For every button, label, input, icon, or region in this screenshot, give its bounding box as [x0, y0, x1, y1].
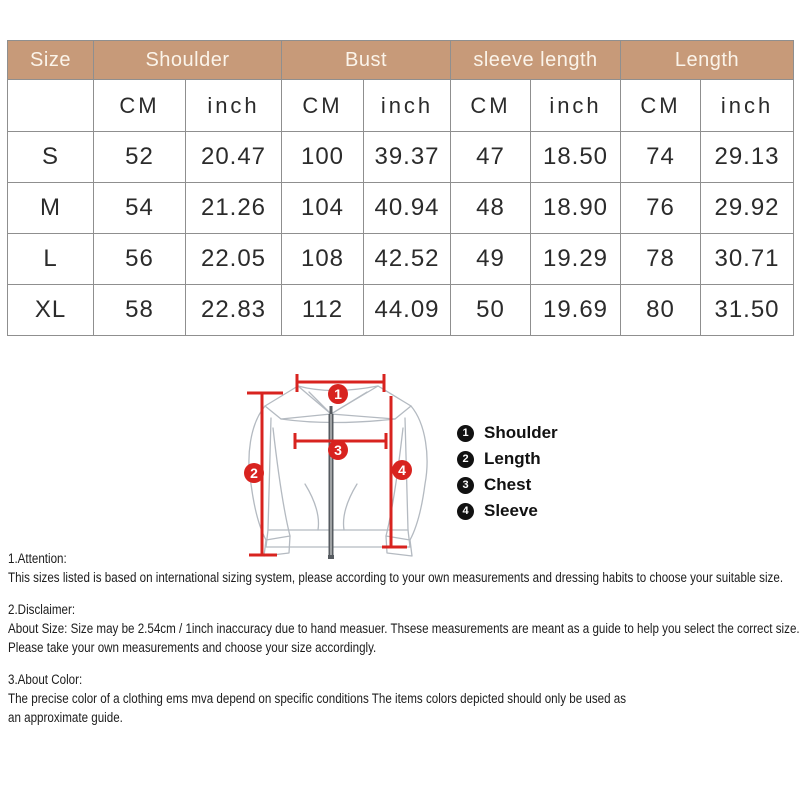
data-cell: 49	[451, 234, 531, 285]
size-cell: XL	[8, 285, 94, 336]
note-title: 2.Disclaimer:	[8, 602, 76, 617]
note-title: 3.About Color:	[8, 672, 83, 687]
size-cell: S	[8, 132, 94, 183]
data-cell: 42.52	[364, 234, 451, 285]
legend-label: Length	[484, 449, 541, 468]
data-cell: 30.71	[701, 234, 794, 285]
data-cell: 22.83	[186, 285, 282, 336]
data-cell: 50	[451, 285, 531, 336]
data-cell: 29.92	[701, 183, 794, 234]
legend-label: Sleeve	[484, 501, 538, 520]
data-cell: 31.50	[701, 285, 794, 336]
header-length: Length	[621, 41, 794, 80]
data-cell: 52	[94, 132, 186, 183]
data-cell: 58	[94, 285, 186, 336]
size-cell: M	[8, 183, 94, 234]
header-sleeve-length: sleeve length	[451, 41, 621, 80]
data-cell: 76	[621, 183, 701, 234]
unit-cm: CM	[451, 80, 531, 132]
table-row	[8, 285, 794, 336]
note-disclaimer	[8, 600, 798, 657]
data-cell: 78	[621, 234, 701, 285]
data-cell: 56	[94, 234, 186, 285]
unit-inch: inch	[531, 80, 621, 132]
measure-lines	[247, 374, 407, 555]
legend-label: Shoulder	[484, 423, 558, 442]
table-row	[8, 234, 794, 285]
numbered-circle-icon: 2	[457, 451, 474, 468]
header-size: Size	[8, 41, 94, 80]
legend-item-chest	[457, 476, 558, 494]
note-text: Please take your own measurements and choose your size accordingly.	[8, 640, 377, 655]
unit-cm: CM	[94, 80, 186, 132]
note-text: The precise color of a clothing ems mva depend on specific conditions The items colors depicted should only be used as	[8, 691, 627, 706]
unit-inch: inch	[364, 80, 451, 132]
data-cell: 19.29	[531, 234, 621, 285]
data-cell: 47	[451, 132, 531, 183]
unit-cm: CM	[621, 80, 701, 132]
jacket-diagram	[235, 362, 440, 562]
table-unit-row	[8, 80, 794, 132]
table-row	[8, 132, 794, 183]
data-cell: 39.37	[364, 132, 451, 183]
data-cell: 22.05	[186, 234, 282, 285]
legend-item-sleeve	[457, 502, 558, 520]
numbered-circle-icon: 1	[457, 425, 474, 442]
data-cell: 104	[282, 183, 364, 234]
size-chart-table	[7, 40, 794, 336]
data-cell: 20.47	[186, 132, 282, 183]
data-cell: 29.13	[701, 132, 794, 183]
legend-label: Chest	[484, 475, 532, 494]
data-cell: 40.94	[364, 183, 451, 234]
note-about-color	[8, 670, 798, 727]
marker-number-length: 2	[250, 465, 258, 481]
numbered-circle-icon: 4	[457, 503, 474, 520]
note-text: This sizes listed is based on international sizing system, please according to your own measurements and dressing habits to choose your suitable size.	[8, 570, 784, 585]
data-cell: 112	[282, 285, 364, 336]
notes	[8, 549, 798, 740]
data-cell: 100	[282, 132, 364, 183]
data-cell: 80	[621, 285, 701, 336]
data-cell: 18.90	[531, 183, 621, 234]
size-cell: L	[8, 234, 94, 285]
note-attention	[8, 549, 798, 587]
measurement-legend	[457, 424, 558, 528]
data-cell: 74	[621, 132, 701, 183]
zipper	[328, 406, 334, 559]
unit-inch: inch	[701, 80, 794, 132]
note-text: an approximate guide.	[8, 710, 123, 725]
table-header-row	[8, 41, 794, 80]
legend-item-length	[457, 450, 558, 468]
marker-number-chest: 3	[334, 442, 342, 458]
data-cell: 18.50	[531, 132, 621, 183]
data-cell: 21.26	[186, 183, 282, 234]
unit-empty-cell	[8, 80, 94, 132]
note-title: 1.Attention:	[8, 551, 67, 566]
header-bust: Bust	[282, 41, 451, 80]
marker-number-sleeve: 4	[398, 462, 406, 478]
header-shoulder: Shoulder	[94, 41, 282, 80]
marker-number-shoulder: 1	[334, 386, 342, 402]
data-cell: 54	[94, 183, 186, 234]
table-row	[8, 183, 794, 234]
data-cell: 19.69	[531, 285, 621, 336]
data-cell: 108	[282, 234, 364, 285]
unit-inch: inch	[186, 80, 282, 132]
data-cell: 44.09	[364, 285, 451, 336]
note-text: About Size: Size may be 2.54cm / 1inch inaccuracy due to hand measuer. Thsese measurements are meant as a guide to help you select the correct size.	[8, 621, 800, 636]
unit-cm: CM	[282, 80, 364, 132]
legend-item-shoulder	[457, 424, 558, 442]
data-cell: 48	[451, 183, 531, 234]
numbered-circle-icon: 3	[457, 477, 474, 494]
